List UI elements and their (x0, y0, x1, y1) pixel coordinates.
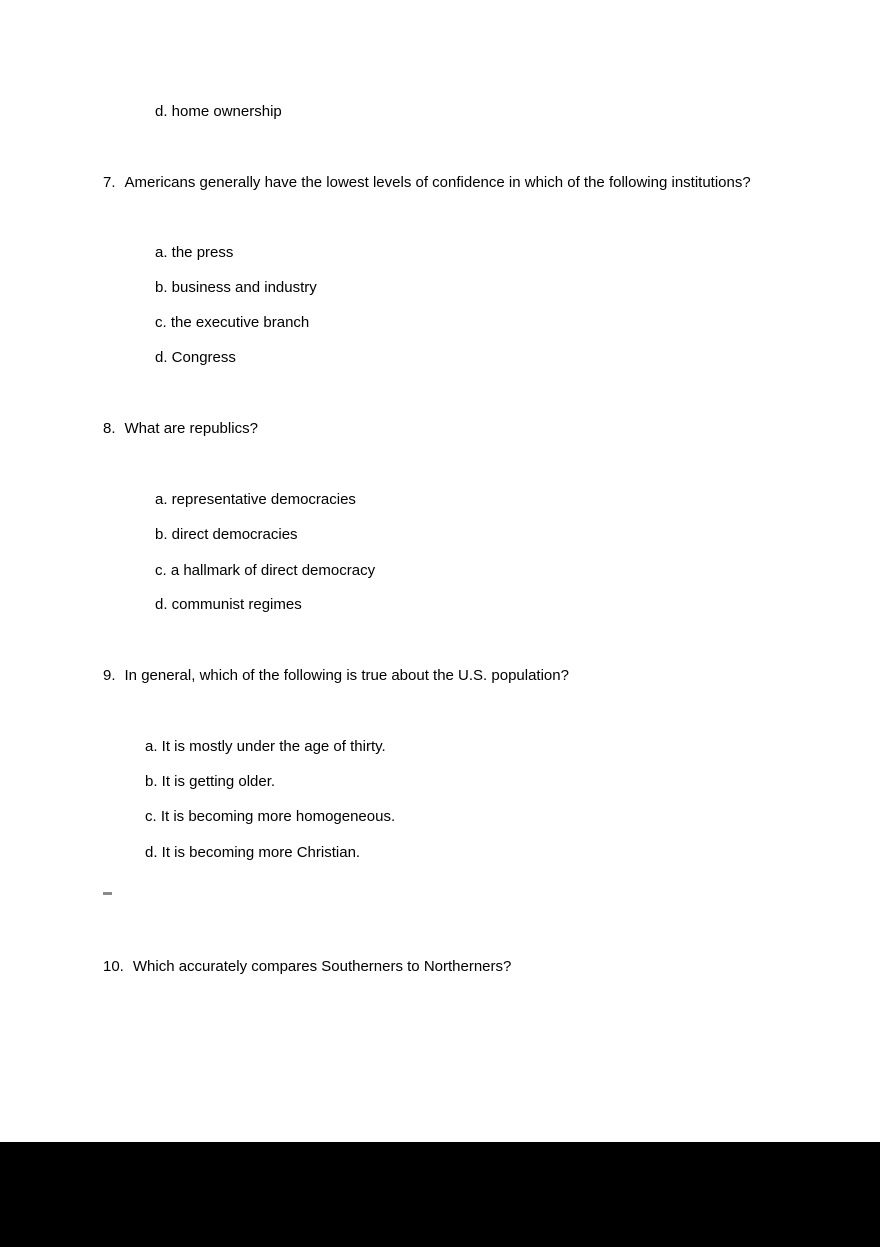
question-8-option-d: d. communist regimes (155, 596, 302, 613)
question-7-option-d: d. Congress (155, 349, 236, 366)
question-9-option-b: b. It is getting older. (145, 773, 276, 790)
question-7-option-c: c. the executive branch (155, 314, 310, 331)
question-9-option-c: c. It is becoming more homogeneous. (145, 808, 396, 825)
question-7-number: 7. (103, 174, 116, 191)
option-home-ownership: d. home ownership (155, 103, 282, 120)
question-7-option-b: b. business and industry (155, 279, 317, 296)
question-7-option-a: a. the press (155, 244, 234, 261)
question-9-text: In general, which of the following is true about the U.S. population? (124, 667, 569, 684)
question-9-number: 9. (103, 667, 116, 684)
question-9-option-d: d. It is becoming more Christian. (145, 844, 361, 861)
question-8-option-a: a. representative democracies (155, 491, 356, 508)
question-8-option-b: b. direct democracies (155, 526, 298, 543)
stray-underscore-mark (103, 892, 112, 895)
question-7-text: Americans generally have the lowest levels of confidence in which of the following institutions? (124, 174, 751, 191)
question-10-number: 10. (103, 958, 124, 975)
question-8-text: What are republics? (124, 420, 258, 437)
bottom-black-bar (0, 1142, 880, 1247)
question-8 (103, 420, 258, 438)
question-7 (103, 174, 751, 192)
question-8-number: 8. (103, 420, 116, 437)
question-10-text: Which accurately compares Southerners to Northerners? (132, 958, 512, 975)
question-9-option-a: a. It is mostly under the age of thirty. (145, 738, 386, 755)
question-8-option-c: c. a hallmark of direct democracy (155, 562, 376, 579)
question-9 (103, 667, 569, 685)
question-10 (103, 958, 511, 976)
